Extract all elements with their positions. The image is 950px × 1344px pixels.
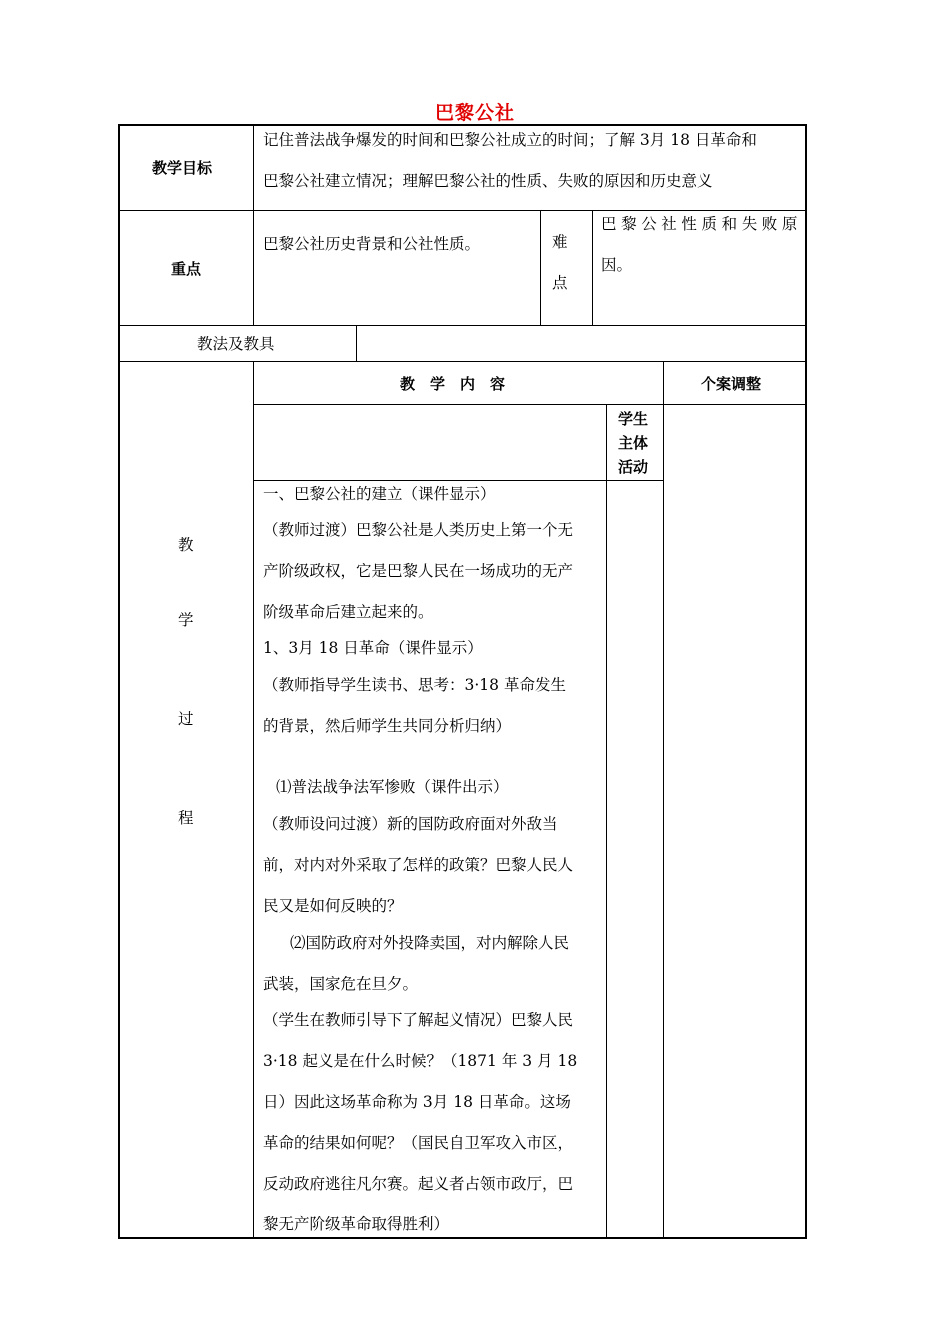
content-line: （教师指导学生读书、思考：3·18 革命发生 [263,676,566,694]
content-line: 黎无产阶级革命取得胜利） [263,1215,450,1233]
difficulty-text-line-1: 巴黎公社性质和失败原 [601,215,803,233]
difficulty-label-2: 点 [552,274,568,292]
process-label-char: 过 [178,710,194,728]
content-line: 一、巴黎公社的建立（课件显示） [263,485,496,503]
col-divider [606,404,607,1239]
table-border-left [118,124,120,1239]
row-divider [118,361,806,362]
content-line: 3·18 起义是在什么时候？（1871 年 3 月 18 [263,1052,578,1070]
content-line: （学生在教师引导下了解起义情况）巴黎人民 [263,1011,574,1029]
content-line: 民又是如何反映的？ [263,897,403,915]
col-divider [592,210,593,326]
content-line: 反动政府逃往凡尔赛。起义者占领市政厅，巴 [263,1175,574,1193]
student-header-line: 学生 [618,410,649,428]
content-line: 1、3月 18 日革命（课件显示） [263,639,483,657]
content-line: 日）因此这场革命称为 3月 18 日革命。这场 [263,1093,571,1111]
process-label-char: 学 [178,611,194,629]
col-divider [356,325,357,362]
row-divider [118,210,806,211]
student-header-line: 活动 [618,458,649,476]
content-header: 教 学 内 容 [400,375,506,393]
difficulty-label-1: 难 [552,233,568,251]
content-line: 革命的结果如何呢？（国民自卫军攻入市区， [263,1134,574,1152]
col-divider [253,124,254,326]
objectives-line-2: 巴黎公社建立情况；理解巴黎公社的性质、失败的原因和历史意义 [263,172,713,190]
row-divider [253,480,663,481]
content-line: （教师设问过渡）新的国防政府面对外敌当 [263,815,558,833]
adjust-header: 个案调整 [701,375,762,393]
objectives-label: 教学目标 [152,159,213,177]
student-header-line: 主体 [618,434,649,452]
content-line: 产阶级政权，它是巴黎人民在一场成功的无产 [263,562,574,580]
process-label-char: 教 [178,536,194,554]
content-line: ⑵国防政府对外投降卖国，对内解除人民 [290,934,570,952]
process-label-char: 程 [178,809,194,827]
row-divider [118,325,806,326]
col-divider [540,210,541,326]
methods-label: 教法及教具 [197,335,275,353]
col-divider [663,361,664,1239]
table-border-right [805,124,807,1239]
content-line: 武装，国家危在旦夕。 [263,975,419,993]
page-title: 巴黎公社 [434,102,515,124]
content-line: ⑴普法战争法军惨败（课件出示） [276,778,509,796]
row-divider [253,404,806,405]
key-points-text: 巴黎公社历史背景和公社性质。 [263,235,481,253]
objectives-line-1: 记住普法战争爆发的时间和巴黎公社成立的时间；了解 3月 18 日革命和 [263,131,757,149]
col-divider [253,361,254,1239]
content-line: 阶级革命后建立起来的。 [263,603,434,621]
difficulty-text-line-2: 因。 [601,256,633,274]
key-points-label: 重点 [171,260,202,278]
content-line: 前，对内对外采取了怎样的政策？巴黎人民人 [263,856,574,874]
table-border-bottom [118,1237,806,1239]
table-border-top [118,124,806,126]
content-line: （教师过渡）巴黎公社是人类历史上第一个无 [263,521,574,539]
content-line: 的背景，然后师学生共同分析归纳） [263,717,512,735]
